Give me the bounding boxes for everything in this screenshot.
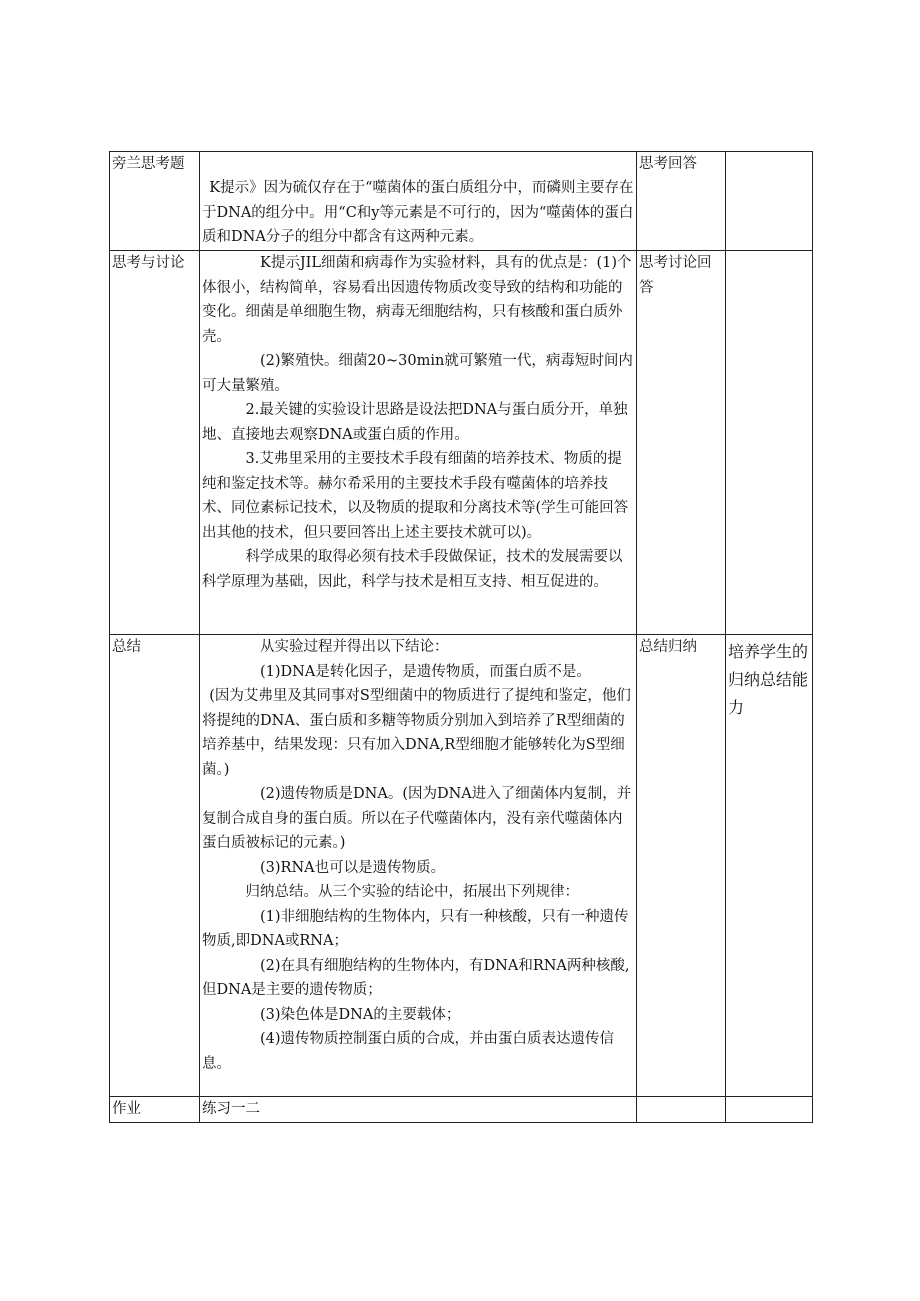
purpose-cell [726,1097,813,1123]
row-content [200,635,637,1097]
paragraph: (3)RNA也可以是遗传物质。 [260,859,446,876]
paragraph: (因为艾弗里及其同事对S型细菌中的物质进行了提纯和鉴定，他们将提纯的DNA、蛋白质和多糖等物质分别加入到培养了R型细菌的培养基中，结果发现：只有加入DNA,R型细胞才能够转化为S型细菌。) [202,688,631,778]
table-row [110,152,813,251]
row-content [200,152,637,251]
activity-cell [637,1097,726,1123]
paragraph: K提示》因为硫仅存在于“噬菌体的蛋白质组分中，而磷则主要存在于DNA的组分中。用“C和y等元素是不可行的，因为“噬菌体的蛋白质和DNA分子的组分中都含有这两种元素。 [202,180,634,245]
paragraph: (2)遗传物质是DNA。(因为DNA进入了细菌体内复制，并复制合成自身的蛋白质。所以在子代噬菌体内，没有亲代噬菌体内蛋白质被标记的元素。) [202,786,632,851]
purpose-cell: 培养学生的归纳总结能力 [726,635,813,1097]
paragraph: (1)非细胞结构的生物体内，只有一种核酸，只有一种遗传物质,即DNA或RNA； [202,908,629,949]
activity-cell: 总结归纳 [637,635,726,1097]
paragraph: (3)染色体是DNA的主要载体； [260,1006,461,1023]
paragraph: 从实验过程并得出以下结论： [260,639,449,655]
paragraph: 3.艾弗里采用的主要技术手段有细菌的培养技术、物质的提纯和鉴定技术等。赫尔希采用的主要技术手段有噬菌体的培养技术、同位素标记技术，以及物质的提取和分离技术等(学生可能回答出其他的技术，但只要回答出上述主要技术就可以)。 [202,451,629,541]
paragraph: 2.最关键的实验设计思路是设法把DNA与蛋白质分开，单独地、直接地去观察DNA或蛋白质的作用。 [202,402,628,443]
table-row [110,251,813,635]
row-label: 旁兰思考题 [110,152,200,251]
paragraph: (2)在具有细胞结构的生物体内，有DNA和RNA两种核酸,但DNA是主要的遗传物质； [202,957,630,998]
activity-cell: 思考回答 [637,152,726,251]
row-label: 作业 [110,1097,200,1123]
row-label: 总结 [110,635,200,1097]
purpose-cell [726,251,813,635]
table-row [110,635,813,1097]
purpose-cell [726,152,813,251]
paragraph: K提示JIL细菌和病毒作为实验材料，具有的优点是：(1)个体很小，结构简单，容易看出因遗传物质改变导致的结构和功能的变化。细菌是单细胞生物，病毒无细胞结构，只有核酸和蛋白质外壳。 [202,255,632,345]
paragraph: 科学成果的取得必须有技术手段做保证，技术的发展需要以科学原理为基础，因此，科学与技术是相互支持、相互促进的。 [202,549,623,590]
row-content [200,251,637,635]
row-content [200,1097,637,1123]
paragraph: (2)繁殖快。细菌20~30min就可繁殖一代，病毒短时间内可大量繁殖。 [202,353,633,394]
paragraph: 练习一二 [202,1101,260,1117]
row-label: 思考与讨论 [110,251,200,635]
paragraph: 归纳总结。从三个实验的结论中，拓展出下列规律： [245,884,579,900]
paragraph: (4)遗传物质控制蛋白质的合成，并由蛋白质表达遗传信息。 [202,1031,615,1072]
activity-cell: 思考讨论回答 [637,251,726,635]
lesson-plan-table [109,151,813,1123]
paragraph: (1)DNA是转化因子，是遗传物质，而蛋白质不是。 [260,663,591,680]
table-row [110,1097,813,1123]
